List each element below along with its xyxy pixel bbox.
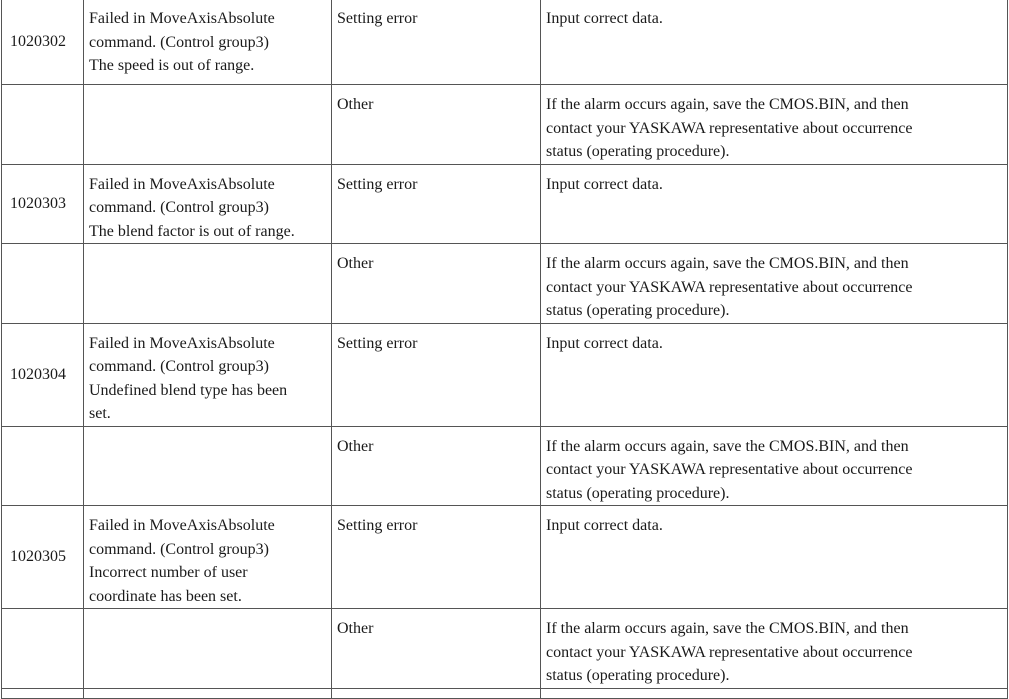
alarm-remedy: If the alarm occurs again, save the CMOS.BIN, and then contact your YASKAWA representative about occurrence status (operating procedure).	[541, 426, 1008, 506]
alarm-row-other	[2, 244, 1008, 324]
alarm-cause: Setting error	[332, 164, 541, 244]
alarm-description: Failed in MoveAxisAbsolute command. (Control group3) The blend factor is out of range.	[84, 164, 332, 244]
empty-cell	[2, 689, 84, 699]
alarm-row-other	[2, 426, 1008, 506]
truncated-row	[2, 689, 1008, 699]
alarm-description: Failed in MoveAxisAbsolute command. (Control group3) Undefined blend type has been set.	[84, 323, 332, 426]
alarm-row-setting	[2, 164, 1008, 244]
empty-cell	[2, 244, 84, 324]
alarm-remedy: Input correct data.	[541, 323, 1008, 426]
alarm-remedy: Input correct data.	[541, 506, 1008, 609]
alarm-remedy: Input correct data.	[541, 164, 1008, 244]
alarm-row-other	[2, 85, 1008, 165]
empty-cell	[84, 689, 332, 699]
alarm-cause: Other	[332, 609, 541, 689]
alarm-row-setting	[2, 0, 1008, 85]
empty-cell	[84, 609, 332, 689]
alarm-code: 1020305	[2, 506, 84, 609]
alarm-cause: Other	[332, 85, 541, 165]
alarm-cause: Setting error	[332, 323, 541, 426]
alarm-row-setting	[2, 506, 1008, 609]
empty-cell	[2, 609, 84, 689]
empty-cell	[2, 85, 84, 165]
alarm-code: 1020304	[2, 323, 84, 426]
alarm-code: 1020302	[2, 0, 84, 85]
alarm-code: 1020303	[2, 164, 84, 244]
alarm-cause: Setting error	[332, 506, 541, 609]
alarm-remedy: Input correct data.	[541, 0, 1008, 85]
empty-cell	[84, 85, 332, 165]
alarm-row-other	[2, 609, 1008, 689]
alarm-cause: Other	[332, 244, 541, 324]
alarm-remedy: If the alarm occurs again, save the CMOS.BIN, and then contact your YASKAWA representative about occurrence status (operating procedure).	[541, 609, 1008, 689]
alarm-table	[1, 0, 1008, 699]
alarm-remedy: If the alarm occurs again, save the CMOS.BIN, and then contact your YASKAWA representative about occurrence status (operating procedure).	[541, 85, 1008, 165]
empty-cell	[84, 426, 332, 506]
alarm-remedy: If the alarm occurs again, save the CMOS.BIN, and then contact your YASKAWA representative about occurrence status (operating procedure).	[541, 244, 1008, 324]
empty-cell	[332, 689, 541, 699]
alarm-description: Failed in MoveAxisAbsolute command. (Control group3) Incorrect number of user coordinate has been set.	[84, 506, 332, 609]
alarm-cause: Setting error	[332, 0, 541, 85]
alarm-row-setting	[2, 323, 1008, 426]
empty-cell	[541, 689, 1008, 699]
alarm-description: Failed in MoveAxisAbsolute command. (Control group3) The speed is out of range.	[84, 0, 332, 85]
empty-cell	[84, 244, 332, 324]
alarm-cause: Other	[332, 426, 541, 506]
empty-cell	[2, 426, 84, 506]
